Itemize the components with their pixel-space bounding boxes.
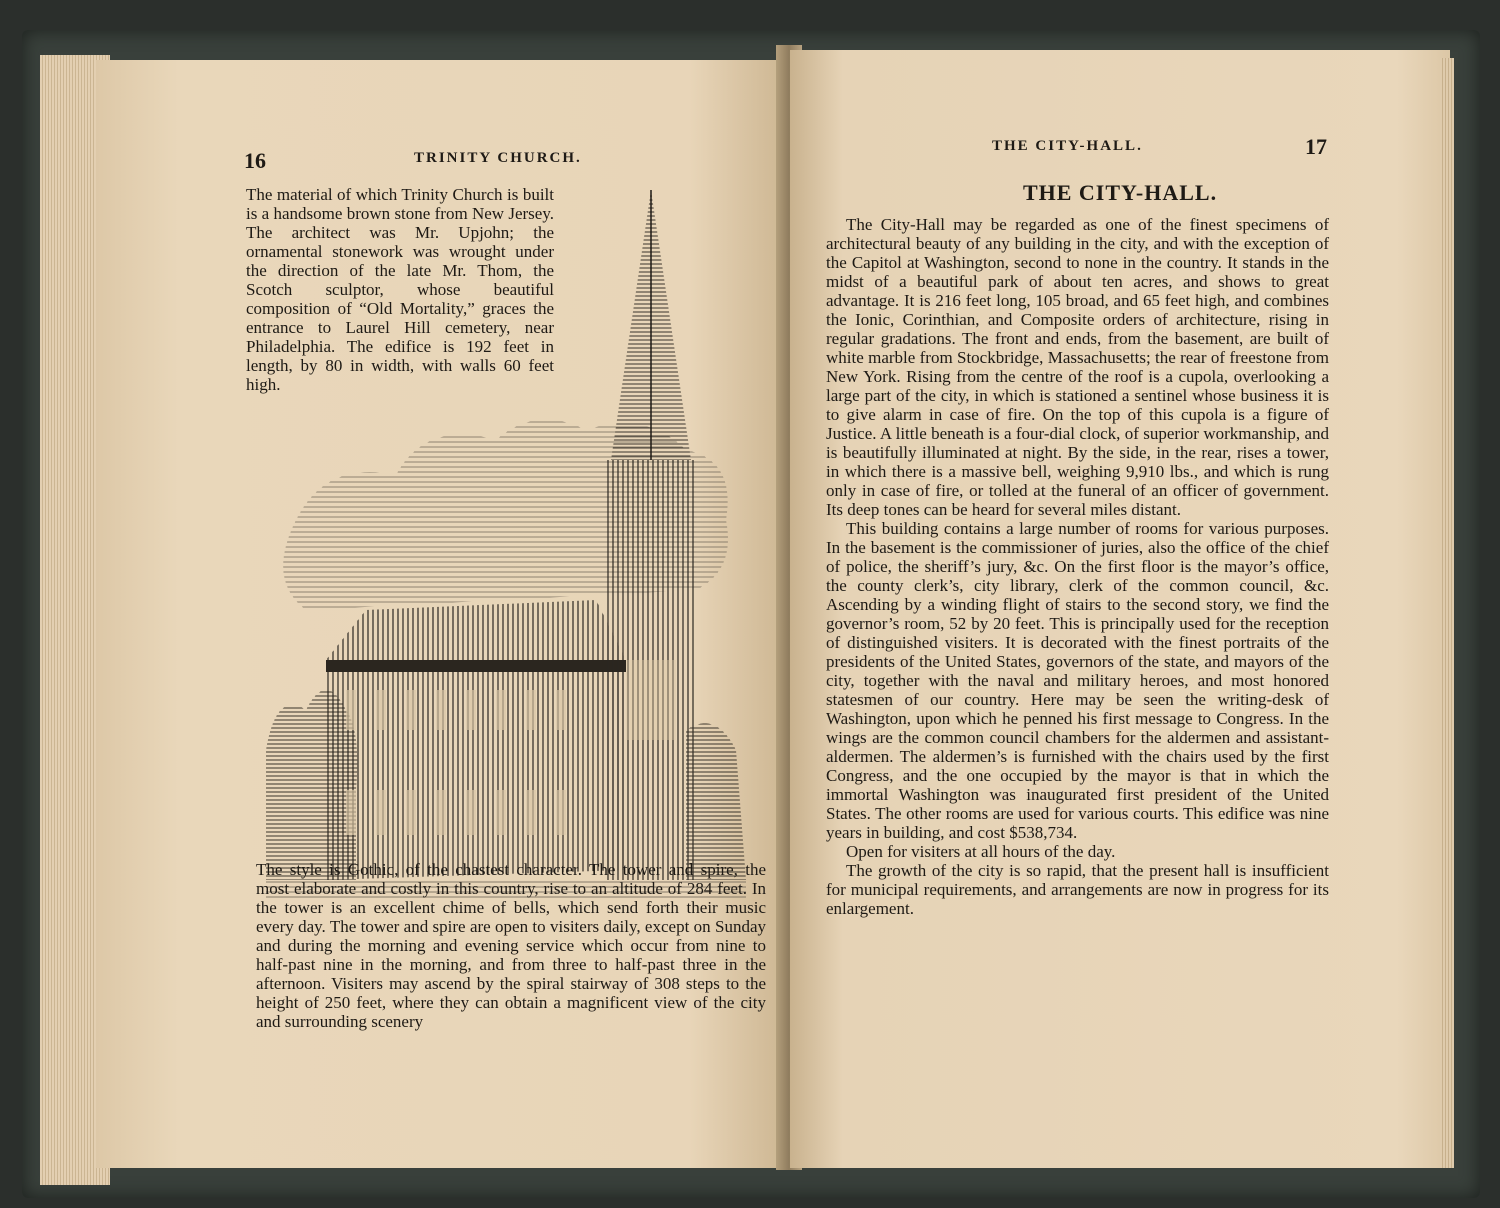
left-intro-paragraph: The material of which Trinity Church is built is a handsome brown stone from New Jersey. The architect was Mr. Upjohn; the ornamental stonework was wrought under the direction of the late Mr. Thom, the Scotch sculptor, whose beautiful composition of “Old Mortality,” graces the entrance to Laurel Hill cemetery, near Philadelphia. The edifice is 192 feet in length, by 80 in width, with walls 60 feet high. xyxy=(246,185,554,394)
trinity-church-illustration xyxy=(266,190,746,910)
right-page-number: 17 xyxy=(1305,134,1327,159)
right-body-text xyxy=(826,215,1329,918)
left-page-number: 16 xyxy=(244,148,266,173)
page-edges-right xyxy=(1440,58,1454,1168)
left-running-head: TRINITY CHURCH. xyxy=(414,150,582,166)
paragraph-growth: The growth of the city is so rapid, that the present hall is insufficient for municipal requirements, and arrangements are now in progress for its enlargement. xyxy=(826,861,1329,918)
paragraph-opening-hours: Open for visiters at all hours of the day. xyxy=(846,842,1116,861)
right-page xyxy=(790,50,1450,1168)
right-running-head: THE CITY-HALL. xyxy=(992,138,1143,154)
paragraph-building-rooms: This building contains a large number of rooms for various purposes. In the basement is the commissioner of juries, also the office of the chief of police, the sheriff’s jury, &c. On the first floor is the mayor’s office, the county clerk’s, city library, clerk of the common council, &c. Ascending by a winding flight of stairs to the second story, we find the governor’s room, 52 by 20 feet. This is principally used for the reception of distinguished visiters. It is decorated with the finest portraits of the presidents of the United States, governors of the state, and mayors of the city, together with the naval and military heroes, and most honored statesmen of our country. Here may be seen the writing-desk of Washington, upon which he penned his first message to Congress. In the wings are the common council chambers for the aldermen and assistant-aldermen. The aldermen’s is furnished with the chairs used by the first Congress, and the one occupied by the mayor is that in which the immortal Washington was inaugurated first president of the United States. The other rooms are used for various courts. This edifice was nine years in building, and cost $538,734. xyxy=(826,519,1329,842)
left-page xyxy=(96,60,786,1168)
chapter-title: THE CITY-HALL. xyxy=(1022,180,1218,205)
left-closing-paragraph: The style is Gothic, of the chastest character. The tower and spire, the most elaborate and costly in this country, rise to an altitude of 284 feet. In the tower is an excellent chime of bells, which send forth their music every day. The tower and spire are open to visiters daily, except on Sunday and during the morning and evening service which occur from nine to half-past nine in the morning, and from three to half-past three in the afternoon. Visiters may ascend by the spiral stairway of 308 steps to the height of 250 feet, where they can obtain a magnificent view of the city and surrounding scenery xyxy=(256,860,766,1031)
paragraph-city-hall-intro: The City-Hall may be regarded as one of the finest specimens of architectural beauty of any building in the city, and with the exception of the Capitol at Washington, second to none in the country. It stands in the midst of a beautiful park of about ten acres, and shows to great advantage. It is 216 feet long, 105 broad, and 65 feet high, and combines the Ionic, Corinthian, and Composite orders of architecture, rising in regular gradations. The front and ends, from the basement, are built of white marble from Stockbridge, Massachusetts; the rear of freestone from New York. Rising from the centre of the roof is a cupola, overlooking a large part of the city, in which is stationed a sentinel whose business it is to give alarm in case of fire. On the top of this cupola is a figure of Justice. A little beneath is a four-dial clock, of superior workmanship, and is beautifully illuminated at night. By the side, in the rear, rises a tower, in which there is a massive bell, weighing 9,910 lbs., and which is rung only in case of fire, or tolled at the funeral of an officer of government. Its deep tones can be heard for several miles distant. xyxy=(826,215,1329,519)
